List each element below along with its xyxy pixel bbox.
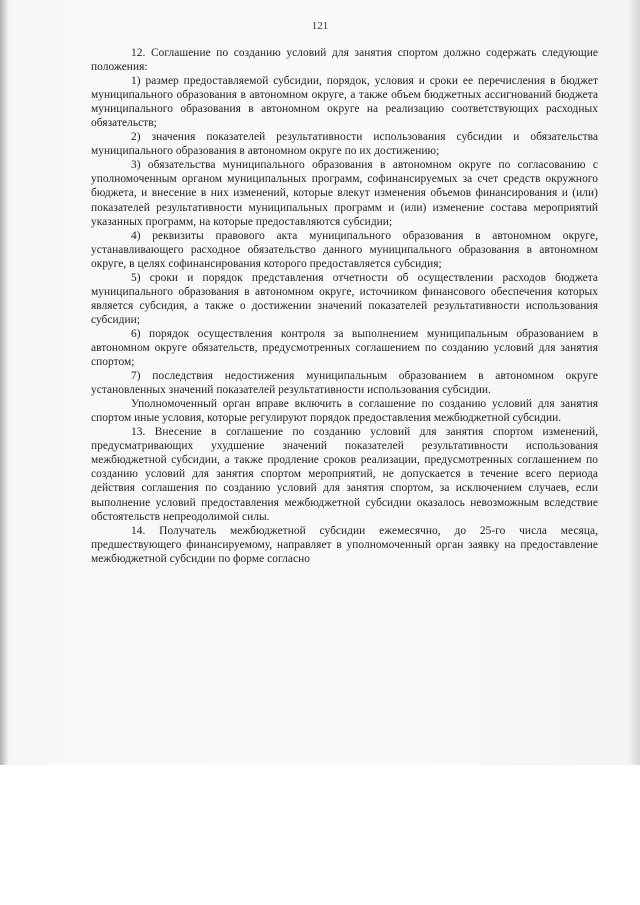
paragraph-item-7: 7) последствия недостижения муниципальным образованием в автономном округе установленных значений показателей результативности использования субсидии. <box>91 370 598 397</box>
document-body <box>91 46 598 566</box>
paragraph-item-2: 2) значения показателей результативности использования субсидии и обязательства муниципального образования в автономном округе по их достижению; <box>91 131 598 158</box>
paragraph-item-1: 1) размер предоставляемой субсидии, порядок, условия и сроки ее перечисления в бюджет муниципального образования в автономном округе, а также объем бюджетных ассигнований бюджета муниципального образования в автономном округе на реализацию соответствующих расходных обязательств; <box>91 75 598 130</box>
paragraph-13: 13. Внесение в соглашение по созданию условий для занятия спортом изменений, предусматривающих ухудшение значений показателей результативности использования межбюджетной субсидии, а также продление сроков реализации, предусмотренных соглашением по созданию условий для занятия спортом мероприятий, не допускается в течение всего периода действия соглашения по созданию условий для занятия спортом, за исключением случаев, если выполнение условий предоставления межбюджетной субсидии оказалось невозможным вследствие обстоятельств непреодолимой силы. <box>91 426 598 523</box>
paragraph-item-6: 6) порядок осуществления контроля за выполнением муниципальным образованием в автономном округе обязательств, предусмотренных соглашением по созданию условий для занятия спортом; <box>91 327 598 369</box>
paragraph-item-5: 5) сроки и порядок представления отчетности об осуществлении расходов бюджета муниципального образования в автономном округе, источником финансового обеспечения которых является субсидия, а также о достижении значений показателей результативности использования субсидии; <box>91 271 598 326</box>
page-number: 121 <box>311 20 329 32</box>
page-edge-shadow-right <box>628 0 640 765</box>
paragraph-12: 12. Соглашение по созданию условий для занятия спортом должно содержать следующие положения: <box>91 47 598 74</box>
page-edge-shadow <box>0 0 8 765</box>
paragraph-item-4: 4) реквизиты правового акта муниципального образования в автономном округе, устанавливающего расходное обязательство данного муниципального образования в автономном округе, в целях софинансирования которого предоставляется субсидия; <box>91 229 598 270</box>
paragraph-14: 14. Получатель межбюджетной субсидии ежемесячно, до 25-го числа месяца, предшествующего финансируемому, направляет в уполномоченный орган заявку на предоставление межбюджетной субсидии по форме согласно <box>91 524 598 565</box>
paragraph-authority: Уполномоченный орган вправе включить в соглашение по созданию условий для занятия спортом иные условия, которые регулируют порядок предоставления межбюджетной субсидии. <box>91 398 598 425</box>
blank-area <box>0 765 640 905</box>
paragraph-item-3: 3) обязательства муниципального образования в автономном округе по согласованию с уполномоченным органом муниципальных программ, софинансируемых за счет средств окружного бюджета, и внесение в них изменений, которые влекут изменения объемов финансирования и (или) показателей результативности муниципальных программ и (или) изменение состава мероприятий указанных программ, на которые предоставляются субсидии; <box>91 159 598 228</box>
